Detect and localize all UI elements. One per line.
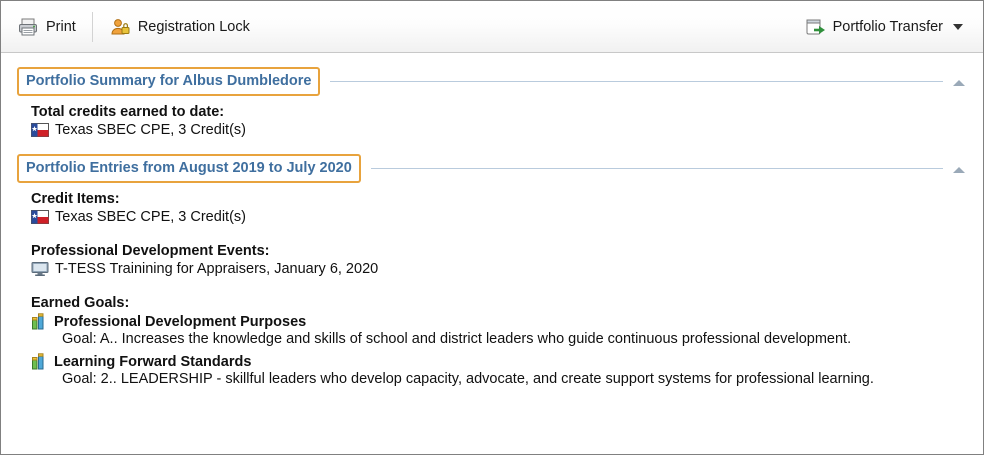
portfolio-transfer-label: Portfolio Transfer [832, 18, 943, 35]
printer-icon [17, 16, 39, 38]
collapse-arrow-icon[interactable] [951, 74, 967, 90]
goal-detail: Goal: 2.. LEADERSHIP - skillful leaders who develop capacity, advocate, and create support systems for professional learning. [62, 371, 874, 387]
earned-goal-item [31, 313, 967, 347]
total-credits-label: Total credits earned to date: [31, 104, 225, 120]
goal-title: Professional Development Purposes [54, 313, 307, 330]
pd-events-label: Professional Development Events: [31, 243, 270, 259]
portfolio-summary-header[interactable] [17, 67, 967, 96]
section-divider [330, 81, 943, 82]
goal-title-row [31, 313, 967, 330]
portfolio-transfer-button[interactable] [795, 8, 973, 46]
goal-title: Learning Forward Standards [54, 353, 252, 370]
portfolio-summary-title-box [17, 67, 320, 96]
entries-credit-item [31, 209, 967, 225]
earned-goals-label: Earned Goals: [31, 295, 130, 311]
toolbar-separator [92, 12, 93, 42]
spacer [17, 227, 967, 237]
portfolio-summary-title: Portfolio Summary for Albus Dumbledore [26, 73, 312, 89]
summary-credit-text: Texas SBEC CPE, 3 Credit(s) [55, 122, 246, 138]
portfolio-content [1, 53, 983, 454]
goal-bars-icon [31, 313, 48, 330]
goal-title-row [31, 353, 967, 370]
pd-event-text: T-TESS Trainining for Appraisers, January 6, 2020 [55, 261, 379, 277]
toolbar [1, 1, 983, 53]
texas-flag-icon [31, 123, 49, 137]
entries-credit-text: Texas SBEC CPE, 3 Credit(s) [55, 209, 246, 225]
portfolio-entries-header[interactable] [17, 154, 967, 183]
registration-lock-label: Registration Lock [137, 18, 250, 35]
pd-event-item [31, 261, 967, 277]
summary-credit-item [31, 122, 967, 138]
credit-items-label: Credit Items: [31, 191, 120, 207]
spacer [17, 140, 967, 154]
portfolio-entries-title: Portfolio Entries from August 2019 to July 2020 [26, 160, 352, 176]
user-lock-icon [109, 16, 131, 38]
collapse-arrow-icon[interactable] [951, 161, 967, 177]
spacer [17, 279, 967, 289]
earned-goal-item [31, 353, 967, 387]
texas-flag-icon [31, 210, 49, 224]
section-divider [371, 168, 943, 169]
registration-lock-button[interactable] [99, 8, 260, 46]
monitor-icon [31, 261, 49, 277]
goal-detail: Goal: A.. Increases the knowledge and skills of school and district leaders who guide continuous professional development. [62, 331, 852, 347]
print-button[interactable] [7, 8, 86, 46]
portfolio-entries-title-box [17, 154, 361, 183]
print-label: Print [46, 18, 76, 35]
transfer-icon [805, 16, 827, 38]
chevron-down-icon[interactable] [953, 24, 963, 30]
goal-bars-icon [31, 353, 48, 370]
